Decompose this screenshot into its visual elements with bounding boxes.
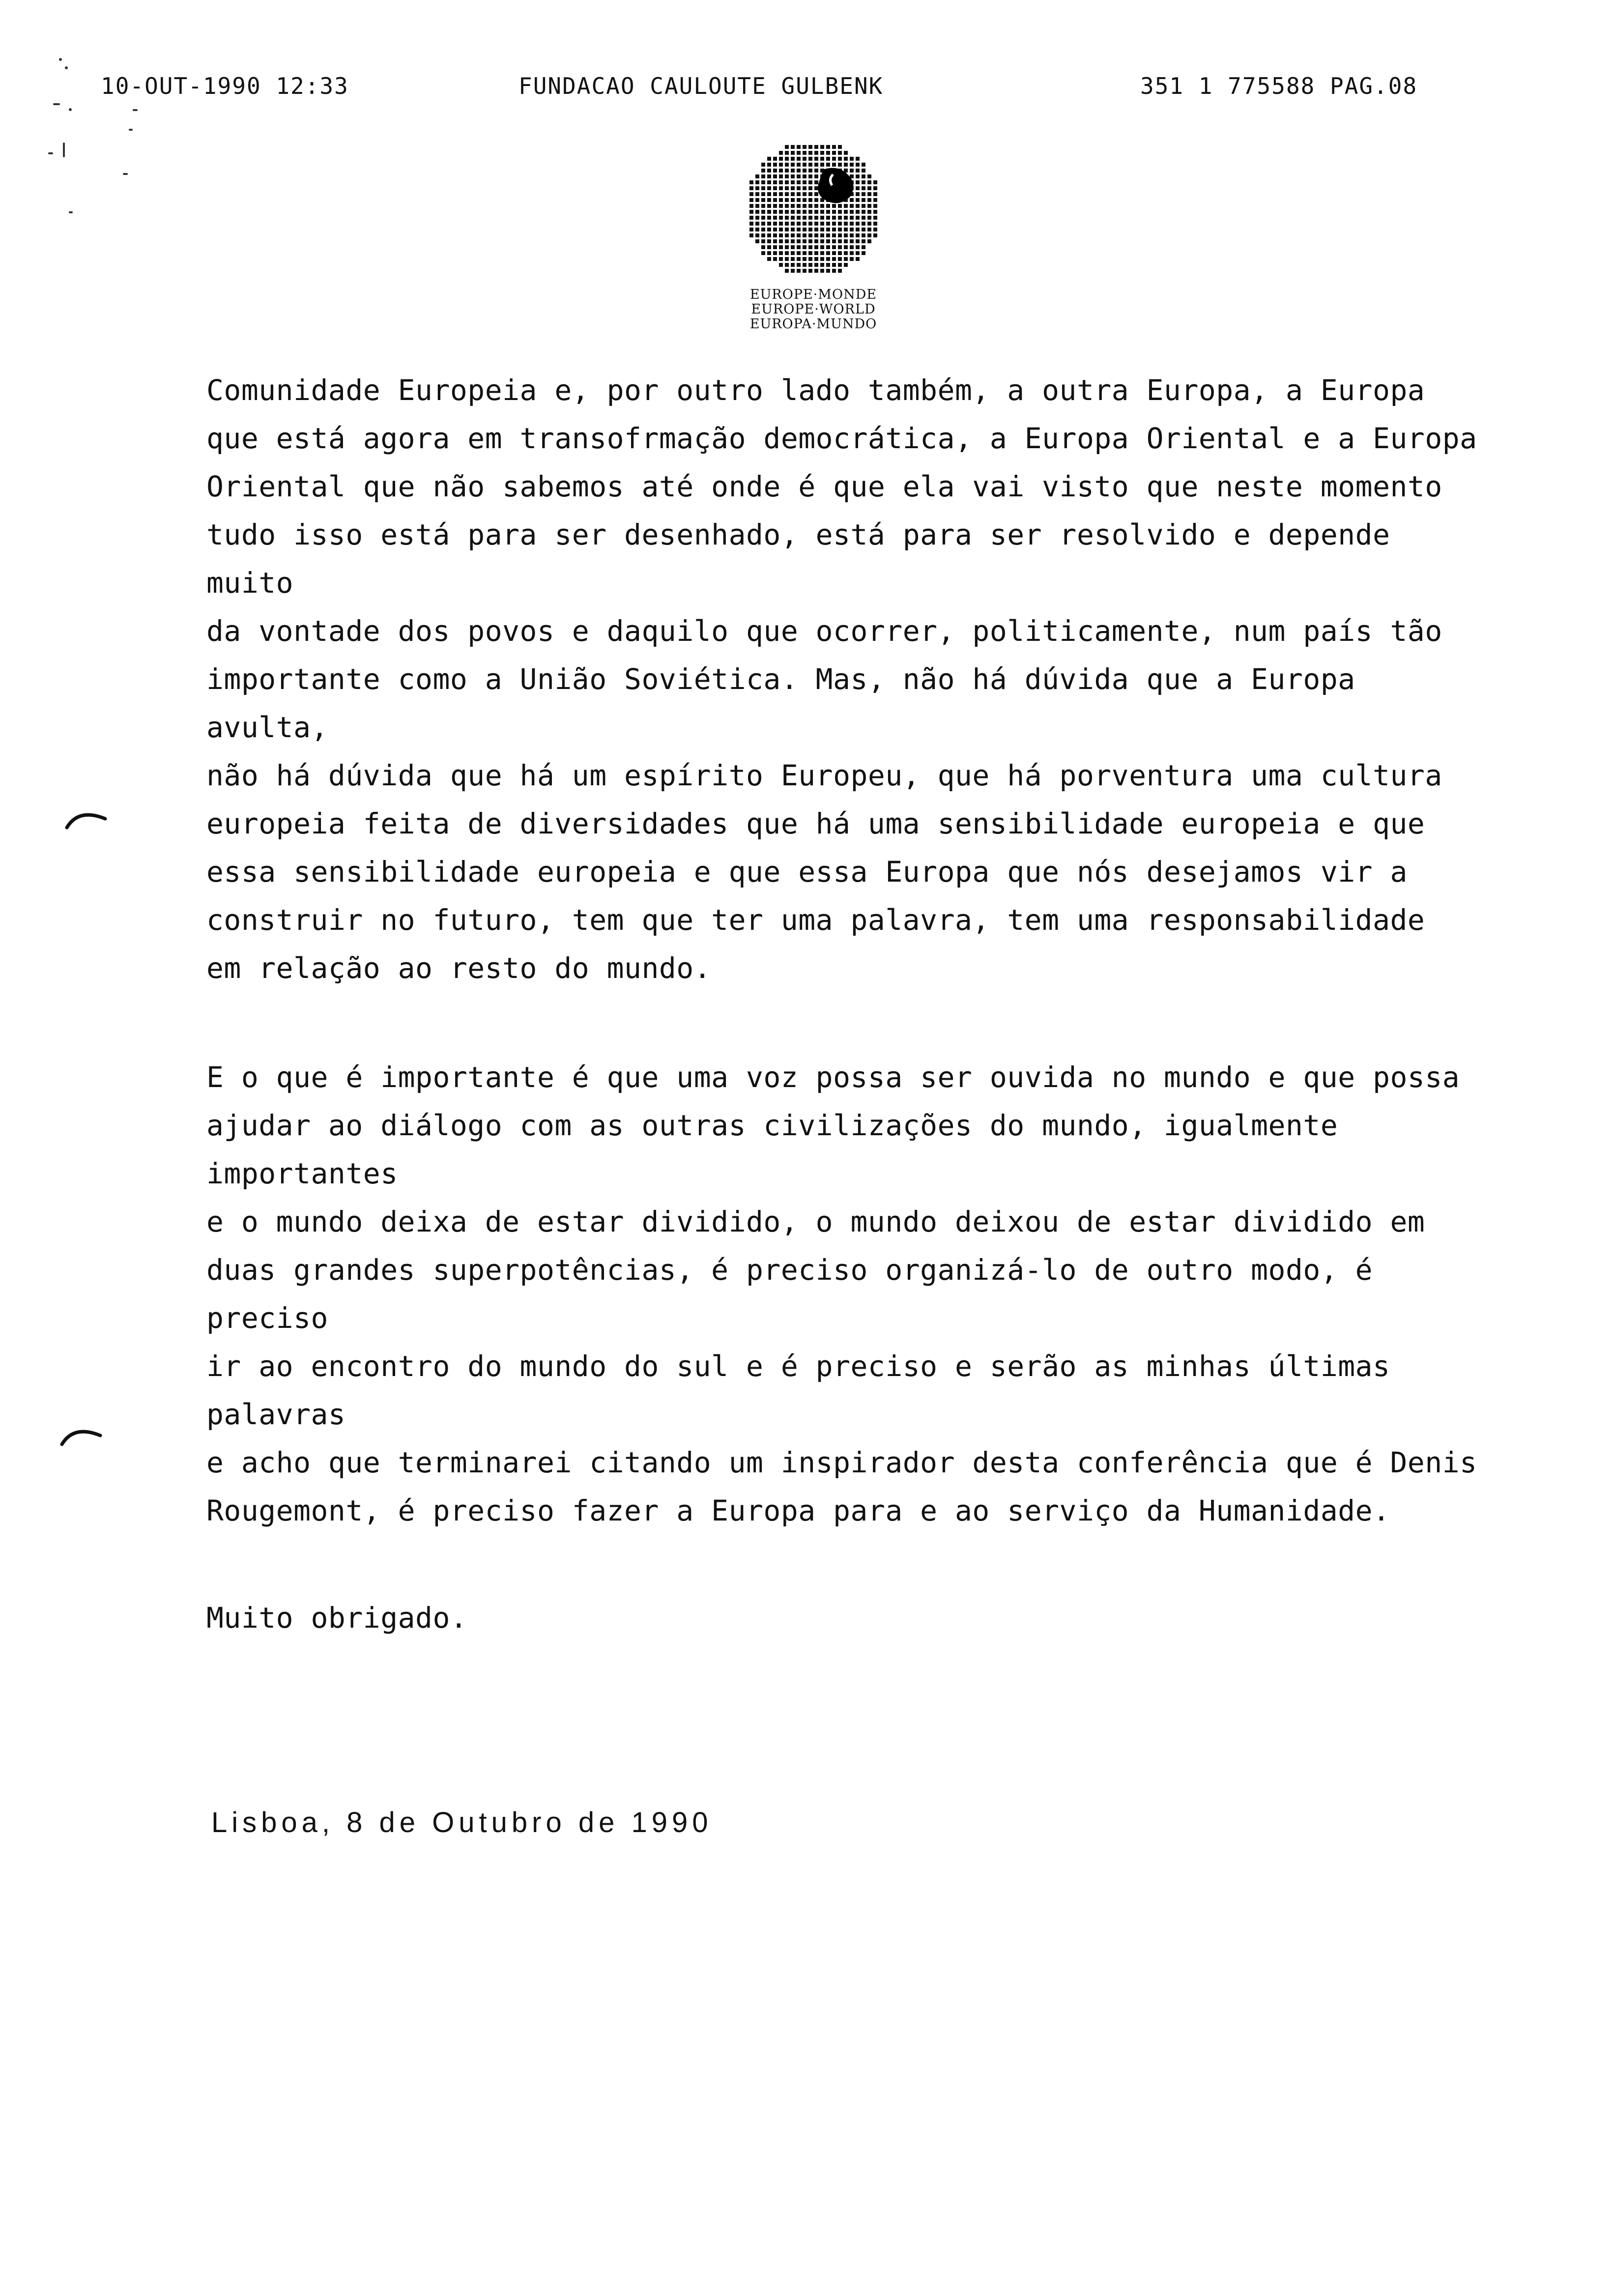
text-line: construir no futuro, tem que ter uma palavra, tem uma responsabilidade (206, 903, 1425, 937)
text-line: europeia feita de diversidades que há uma sensibilidade europeia e que (206, 807, 1425, 840)
text-line: ir ao encontro do mundo do sul e é preciso e serão as minhas últimas palavras (206, 1349, 1390, 1431)
text-line: em relação ao resto do mundo. (206, 951, 712, 985)
closing-line: Muito obrigado. (206, 1601, 468, 1635)
place-date: Lisboa, 8 de Outubro de 1990 (211, 1807, 713, 1838)
text-line: que está agora em transofrmação democrática, a Europa Oriental e a Europa (206, 422, 1477, 455)
europe-monde-logo (745, 140, 892, 346)
paragraph-2 (206, 1053, 1484, 1535)
text-line: tudo isso está para ser desenhado, está para ser resolvido e depende muito (206, 518, 1390, 600)
text-line: importante como a União Soviética. Mas, não há dúvida que a Europa avulta, (206, 662, 1355, 744)
text-line: duas grandes superpotências, é preciso organizá-lo de outro modo, é preciso (206, 1253, 1373, 1335)
bull-silhouette-icon (818, 168, 853, 203)
globe-dots-icon (745, 140, 892, 283)
document-body (206, 366, 1484, 1642)
logo-text (745, 287, 882, 332)
text-line: e acho que terminarei citando um inspirador desta conferência que é Denis (206, 1446, 1477, 1479)
text-line: e o mundo deixa de estar dividido, o mundo deixou de estar dividido em (206, 1205, 1425, 1238)
logo-line-3: EUROPA·MUNDO (749, 316, 877, 332)
punch-hole-mark-icon (64, 806, 108, 831)
text-line: ajudar ao diálogo com as outras civilizações do mundo, igualmente importantes (206, 1109, 1338, 1190)
fax-header (0, 0, 1612, 128)
logo-line-1: EUROPE·MONDE (749, 287, 877, 302)
fax-phone-page: 351 1 775588 PAG.08 (1140, 73, 1418, 99)
fax-sender: FUNDACAO CAULOUTE GULBENK (518, 73, 884, 99)
fax-date-time: 10-OUT-1990 12:33 (101, 73, 349, 99)
paragraph-1 (206, 366, 1484, 992)
text-line: não há dúvida que há um espírito Europeu, que há porventura uma cultura (206, 759, 1442, 792)
text-line: essa sensibilidade europeia e que essa Europa que nós desejamos vir a (206, 855, 1408, 889)
logo-line-2: EUROPE·WORLD (751, 302, 876, 317)
text-line: Comunidade Europeia e, por outro lado também, a outra Europa, a Europa (206, 373, 1425, 407)
text-line: Rougemont, é preciso fazer a Europa para e ao serviço da Humanidade. (206, 1494, 1390, 1527)
text-line: Oriental que não sabemos até onde é que ela vai visto que neste momento (206, 470, 1442, 503)
punch-hole-mark-icon (59, 1423, 103, 1447)
text-line: da vontade dos povos e daquilo que ocorrer, politicamente, num país tão (206, 614, 1442, 648)
text-line: E o que é importante é que uma voz possa ser ouvida no mundo e que possa (206, 1061, 1460, 1094)
